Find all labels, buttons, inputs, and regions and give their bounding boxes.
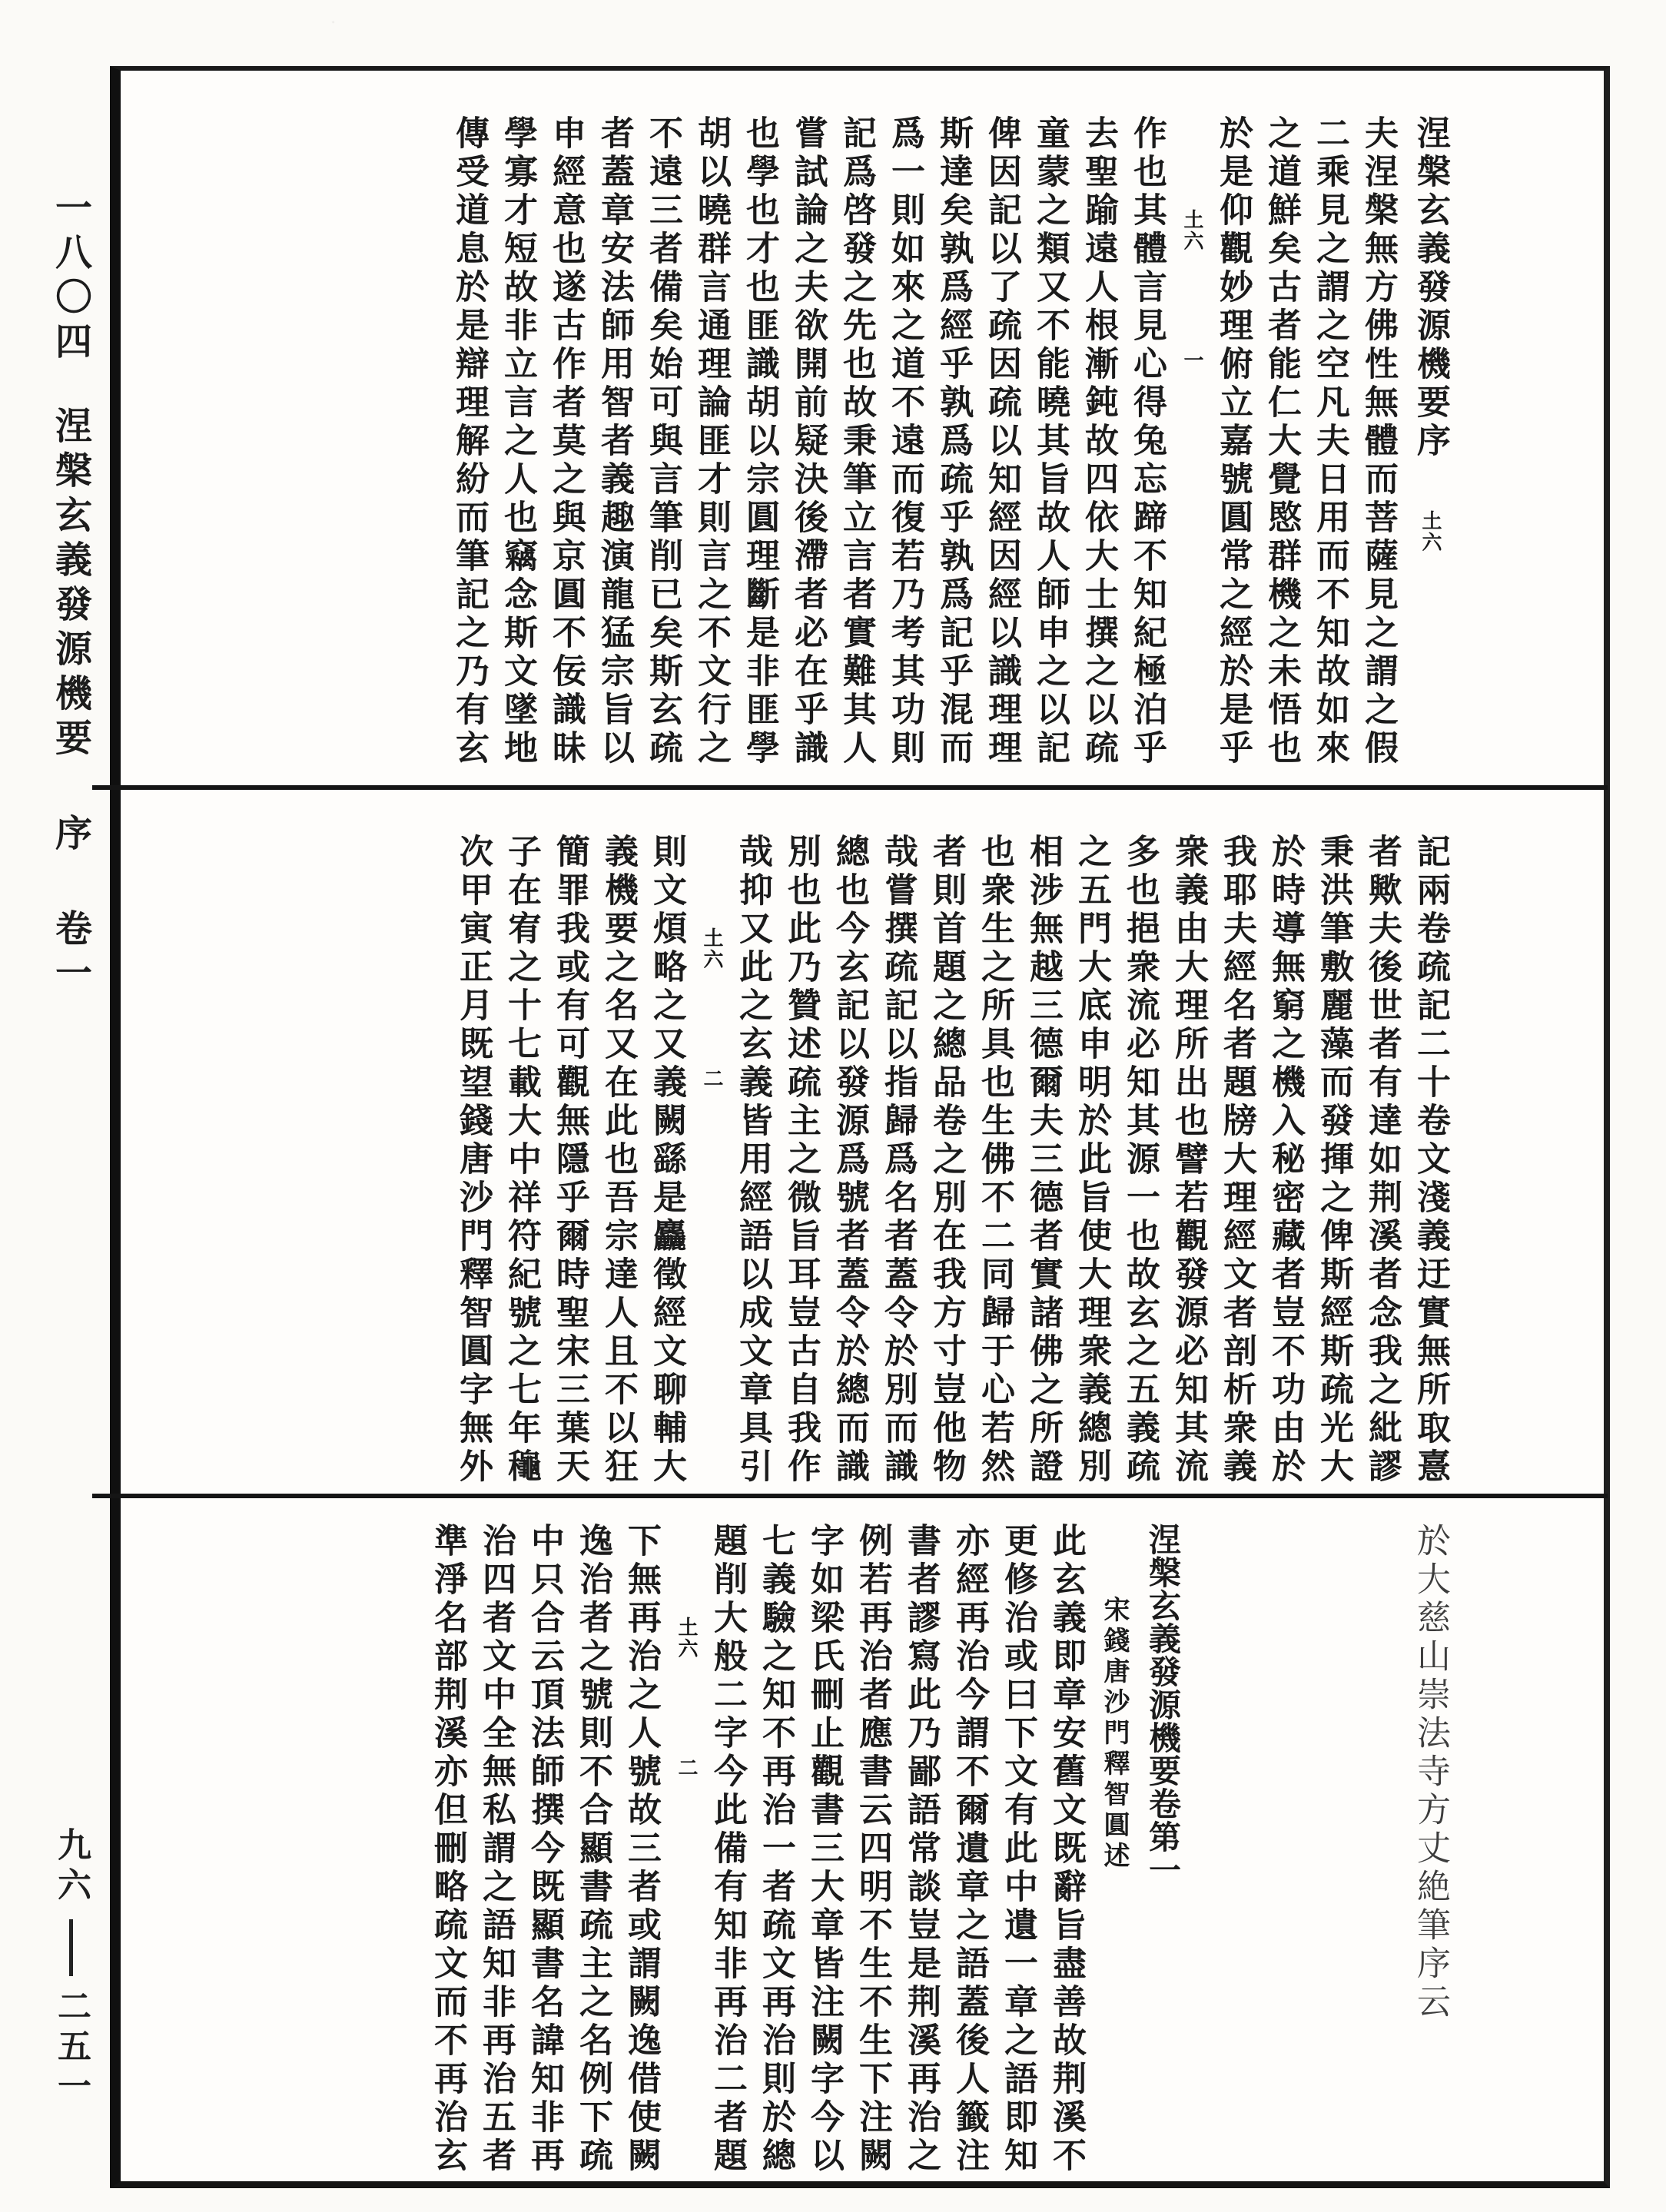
canon-volume-number: 九六 — [51, 1827, 91, 1907]
text-column — [503, 834, 539, 1501]
text-column — [596, 115, 632, 782]
text-column — [1412, 834, 1449, 1501]
text-column — [951, 1523, 987, 2190]
folio-note-leaf: 土六 — [675, 1617, 698, 1660]
column-text: 學寡才短故非立言之人也竊念斯文墜地 — [498, 115, 537, 768]
text-column — [879, 834, 916, 1501]
column-text: 題削大般二字今此備有知非再治二者題 — [708, 1523, 747, 2176]
column-text: 中只合云頂法師撰今既顯書名諱知非再 — [525, 1523, 564, 2176]
folio-note — [671, 1523, 697, 2190]
text-column — [838, 115, 874, 782]
column-text: 童蒙之類又不能曉其旨故人師申之以記 — [1030, 115, 1070, 768]
text-column — [1363, 834, 1400, 1501]
text-column — [648, 834, 685, 1501]
column-text: 子在宥之十七載大中祥符紀號之七年龝 — [502, 834, 541, 1487]
column-text: 下無再治之人號故三者或謂闕逸借使闕 — [622, 1523, 661, 2176]
column-text: 字如梁氏刪止觀書三大章皆注闕字今以 — [805, 1523, 844, 2176]
folio-note — [696, 834, 722, 1501]
column-text: 嘗試論之夫欲開前疑決後滯者必在乎識 — [788, 115, 828, 768]
work-title-label: 涅槃玄義發源機要 — [48, 406, 92, 763]
text-column — [429, 1523, 466, 2190]
author-byline-column — [1096, 1523, 1133, 2190]
text-column — [1031, 115, 1068, 782]
text-column — [622, 1523, 659, 2190]
text-column — [1218, 834, 1255, 1501]
folio-note-inline: 土六 — [1419, 510, 1442, 553]
text-column — [805, 1523, 842, 2190]
text-column — [934, 115, 971, 782]
text-column — [1214, 115, 1251, 782]
text-column — [644, 115, 681, 782]
text-block-middle — [443, 834, 1460, 1501]
folio-note — [1176, 115, 1203, 782]
text-column — [547, 115, 584, 782]
column-text: 傳受道息於是辯理解紛而筆記之乃有玄 — [450, 115, 489, 768]
column-text: 衆義由大理所出也譬若觀發源必知其流 — [1169, 834, 1208, 1487]
text-block-top — [439, 115, 1460, 782]
folio-note-column: 一 — [1180, 350, 1203, 371]
column-text: 作也其體言見心得兔忘蹄不知紀極泊乎 — [1127, 115, 1167, 768]
text-column — [1311, 115, 1348, 782]
text-column — [1359, 115, 1396, 782]
register-divider-line — [92, 785, 1608, 790]
column-text: 不遠三者備矣始可與言筆削已矣斯玄疏 — [643, 115, 682, 768]
colophon-column — [1412, 1523, 1449, 2190]
column-text: 宋錢唐沙門釋智圓述 — [1099, 1596, 1130, 1872]
column-text: 去聖踰遠人根漸鈍故四依大士撰之以疏 — [1079, 115, 1118, 768]
column-text: 義機要之名又在此也吾宗達人且不以狂 — [599, 834, 638, 1487]
text-column — [692, 115, 729, 782]
text-block-bottom — [417, 1523, 1460, 2190]
column-text: 記兩卷疏記二十卷文淺義迂實無所取憙 — [1411, 834, 1450, 1487]
column-text: 別也此乃贊述疏主之微旨耳豈古自我作 — [782, 834, 821, 1487]
text-column — [574, 1523, 611, 2190]
text-column — [854, 1523, 891, 2190]
column-text: 更修治或曰下文有此中遺一章之語即知 — [998, 1523, 1037, 2176]
folio-note-column: 二 — [675, 1757, 698, 1779]
text-column — [1128, 115, 1165, 782]
column-text: 二乘見之謂之空凡夫日用而不知故如來 — [1310, 115, 1349, 768]
column-text: 之道鮮矣古者能仁大覺愍群機之未悟也 — [1262, 115, 1301, 768]
text-column — [526, 1523, 563, 2190]
column-text: 爲一則如來之道不遠而復若乃考其功則 — [885, 115, 924, 768]
column-text: 胡以曉群言通理論匪才則言之不文行之 — [692, 115, 731, 768]
text-column — [551, 834, 588, 1501]
text-column — [1080, 115, 1117, 782]
volume-label: 卷一 — [48, 909, 92, 998]
text-column — [734, 834, 771, 1501]
column-text: 亦經再治今謂不爾遺章之語蓋後人籤注 — [950, 1523, 989, 2176]
column-text: 秉洪筆敷麗藻而發揮之俾斯經斯疏光大 — [1314, 834, 1353, 1487]
text-column — [1170, 834, 1206, 1501]
text-column — [450, 115, 487, 782]
column-text: 者則首題之總品卷之別在我方寸豈他物 — [927, 834, 966, 1487]
column-text: 俾因記以了疏因疏以知經因經以識理理 — [982, 115, 1021, 768]
column-text: 於大慈山崇法寺方丈絶筆序云 — [1411, 1523, 1450, 2022]
column-text: 者蓋章安法師用智者義趣演龍猛宗旨以 — [595, 115, 634, 768]
text-column — [983, 115, 1020, 782]
column-text: 夫涅槃無方佛性無體而菩薩見之謂之假 — [1359, 115, 1398, 768]
text-column — [477, 1523, 514, 2190]
folio-note-leaf: 土六 — [1180, 209, 1203, 252]
chapter-title-column — [1144, 1523, 1181, 2190]
text-column — [1315, 834, 1352, 1501]
text-column — [782, 834, 819, 1501]
column-text: 多也挹衆流必知其源一也故玄之五義疏 — [1120, 834, 1160, 1487]
column-text: 書者謬寫此乃鄙語常談豈是荆溪再治之 — [901, 1523, 941, 2176]
text-column — [928, 834, 964, 1501]
column-text: 此玄義即章安舊文既辭旨盡善故荆溪不 — [1047, 1523, 1086, 2176]
column-text: 總也今玄記以發源爲號者蓋令於總而識 — [830, 834, 869, 1487]
column-text: 記爲啓發之先也故秉筆立言者實難其人 — [837, 115, 876, 768]
text-column — [1263, 115, 1299, 782]
column-text: 涅槃玄義發源機要卷第一 — [1144, 1523, 1182, 1886]
text-column — [1047, 1523, 1084, 2190]
text-column — [741, 115, 778, 782]
text-column — [1073, 834, 1110, 1501]
text-column — [1266, 834, 1303, 1501]
column-text: 也衆生之所具也生佛不二同歸于心若然 — [975, 834, 1014, 1487]
column-text: 斯達矣孰爲經乎孰爲疏乎孰爲記乎混而 — [934, 115, 973, 768]
folio-note-column: 二 — [700, 1068, 723, 1089]
column-text: 例若再治者應書云四明不生不生下注闕 — [853, 1523, 892, 2176]
column-text: 準淨名部荆溪亦但刪略疏文而不再治玄 — [428, 1523, 467, 2176]
column-text: 者歟夫後世者有達如荆溪者念我之紕謬 — [1362, 834, 1402, 1487]
column-text: 於時導無窮之機入秘密藏者豈不功由於 — [1266, 834, 1305, 1487]
preface-title-column — [1412, 115, 1449, 782]
column-text: 哉抑又此之玄義皆用經語以成文章具引 — [733, 834, 772, 1487]
text-column — [886, 115, 923, 782]
series-number: 一八〇四 — [48, 188, 92, 366]
column-text: 也學也才也匪識胡以宗圓理斷是非匪學 — [740, 115, 779, 768]
column-text: 逸治者之號則不合顯書疏主之名例下疏 — [573, 1523, 612, 2176]
text-column — [1121, 834, 1158, 1501]
column-text: 申經意也遂古作者莫之與京圓不佞識昧 — [546, 115, 586, 768]
column-text: 涅槃玄義發源機要序 — [1411, 115, 1450, 461]
column-text: 治四者文中全無私謂之語知非再治五者 — [476, 1523, 516, 2176]
text-column — [454, 834, 491, 1501]
text-column — [709, 1523, 745, 2190]
column-text: 相涉無越三德爾夫三德者實諸佛之所證 — [1024, 834, 1063, 1487]
column-text: 七義驗之知不再治一者疏文再治則於總 — [756, 1523, 795, 2176]
column-text: 次甲寅正月既望錢唐沙門釋智圓字無外 — [453, 834, 493, 1487]
column-text: 哉嘗撰疏記以指歸爲名者蓋令於別而識 — [878, 834, 918, 1487]
column-text: 之五門大底申明於此旨使大理衆義總別 — [1072, 834, 1111, 1487]
column-text: 於是仰觀妙理俯立嘉號圓常之經於是乎 — [1213, 115, 1253, 768]
column-text: 我耶夫經名者題牓大理經文者剖析衆義 — [1217, 834, 1256, 1487]
spine-label — [32, 188, 109, 998]
canon-page-number — [35, 1827, 106, 2108]
column-text: 則文煩略之又義闕繇是麤徵經文聊輔大 — [647, 834, 686, 1487]
text-column — [999, 1523, 1036, 2190]
canon-page-no: 二五一 — [51, 1988, 91, 2108]
column-text: 簡罪我或有可觀無隱乎爾時聖宋三葉天 — [550, 834, 589, 1487]
page-number-dash — [69, 1919, 73, 1976]
text-column — [902, 1523, 939, 2190]
folio-note-leaf: 土六 — [700, 927, 723, 970]
section-label: 序 — [48, 814, 92, 858]
text-column — [757, 1523, 794, 2190]
text-column — [599, 834, 636, 1501]
text-column — [976, 834, 1013, 1501]
text-column — [499, 115, 536, 782]
text-column — [831, 834, 868, 1501]
text-column — [789, 115, 826, 782]
text-column — [1024, 834, 1061, 1501]
